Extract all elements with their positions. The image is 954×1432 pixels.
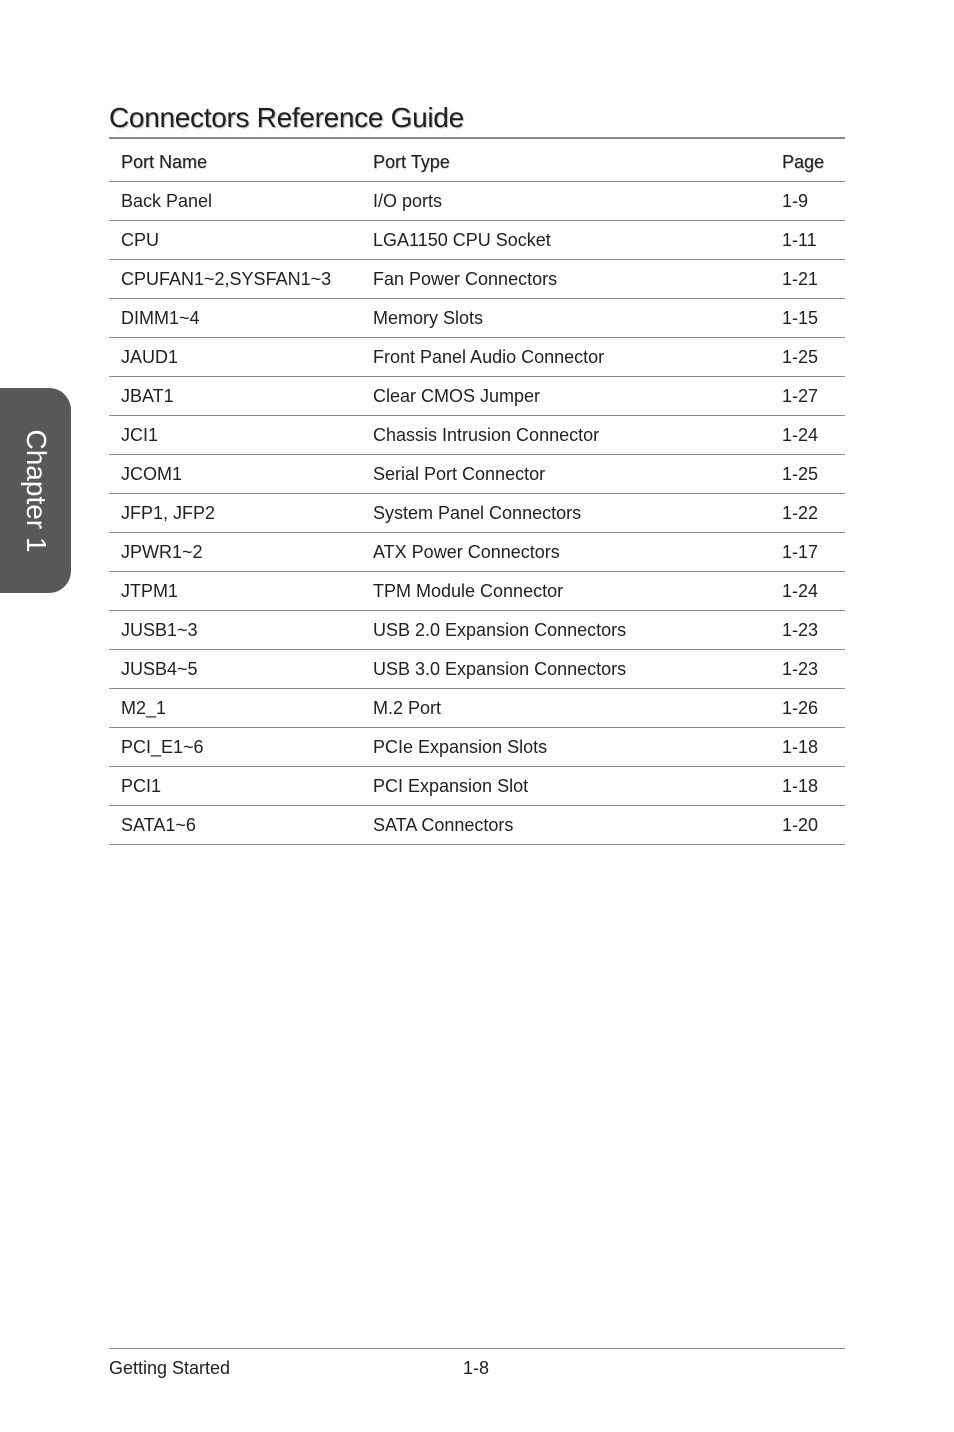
header-page: Page	[770, 143, 845, 182]
cell-page: 1-24	[770, 416, 845, 455]
cell-port-type: Chassis Intrusion Connector	[361, 416, 770, 455]
cell-port-name: JCI1	[109, 416, 361, 455]
table-row	[109, 299, 845, 338]
cell-port-type: Serial Port Connector	[361, 455, 770, 494]
cell-port-name: PCI1	[109, 767, 361, 806]
table-row	[109, 689, 845, 728]
cell-port-name: JBAT1	[109, 377, 361, 416]
table-row	[109, 221, 845, 260]
cell-port-name: CPU	[109, 221, 361, 260]
cell-port-type: SATA Connectors	[361, 806, 770, 845]
cell-page: 1-25	[770, 455, 845, 494]
table-row	[109, 182, 845, 221]
table-row	[109, 494, 845, 533]
cell-port-name: JPWR1~2	[109, 533, 361, 572]
table-row	[109, 377, 845, 416]
table-row	[109, 572, 845, 611]
cell-page: 1-27	[770, 377, 845, 416]
cell-port-type: Front Panel Audio Connector	[361, 338, 770, 377]
cell-port-type: PCI Expansion Slot	[361, 767, 770, 806]
cell-page: 1-20	[770, 806, 845, 845]
cell-port-type: ATX Power Connectors	[361, 533, 770, 572]
cell-page: 1-17	[770, 533, 845, 572]
cell-page: 1-26	[770, 689, 845, 728]
table-row	[109, 533, 845, 572]
cell-port-type: I/O ports	[361, 182, 770, 221]
table-row	[109, 767, 845, 806]
cell-port-name: JTPM1	[109, 572, 361, 611]
table-header-row	[109, 143, 845, 182]
table-row	[109, 338, 845, 377]
connectors-table	[109, 143, 845, 845]
cell-page: 1-9	[770, 182, 845, 221]
header-port-name: Port Name	[109, 143, 361, 182]
cell-port-name: SATA1~6	[109, 806, 361, 845]
cell-port-type: Fan Power Connectors	[361, 260, 770, 299]
cell-port-type: System Panel Connectors	[361, 494, 770, 533]
cell-port-name: Back Panel	[109, 182, 361, 221]
footer-section-title: Getting Started	[109, 1358, 231, 1378]
cell-port-type: Clear CMOS Jumper	[361, 377, 770, 416]
table-row	[109, 416, 845, 455]
cell-port-name: JFP1, JFP2	[109, 494, 361, 533]
table-row	[109, 611, 845, 650]
table-row	[109, 728, 845, 767]
cell-port-type: USB 2.0 Expansion Connectors	[361, 611, 770, 650]
cell-port-type: Memory Slots	[361, 299, 770, 338]
cell-page: 1-15	[770, 299, 845, 338]
chapter-tab	[0, 388, 71, 593]
cell-page: 1-18	[770, 728, 845, 767]
cell-page: 1-21	[770, 260, 845, 299]
cell-port-name: JUSB4~5	[109, 650, 361, 689]
cell-port-name: DIMM1~4	[109, 299, 361, 338]
chapter-tab-label: Chapter 1	[20, 429, 52, 552]
cell-port-name: JAUD1	[109, 338, 361, 377]
cell-port-name: M2_1	[109, 689, 361, 728]
cell-port-name: CPUFAN1~2,SYSFAN1~3	[109, 260, 361, 299]
footer-divider	[109, 1348, 845, 1349]
cell-port-type: USB 3.0 Expansion Connectors	[361, 650, 770, 689]
cell-port-type: PCIe Expansion Slots	[361, 728, 770, 767]
cell-page: 1-18	[770, 767, 845, 806]
table-row	[109, 806, 845, 845]
cell-port-name: JCOM1	[109, 455, 361, 494]
title-divider	[109, 137, 845, 139]
cell-port-type: M.2 Port	[361, 689, 770, 728]
cell-page: 1-25	[770, 338, 845, 377]
cell-port-name: JUSB1~3	[109, 611, 361, 650]
cell-page: 1-22	[770, 494, 845, 533]
cell-page: 1-11	[770, 221, 845, 260]
cell-port-name: PCI_E1~6	[109, 728, 361, 767]
cell-page: 1-23	[770, 650, 845, 689]
table-row	[109, 455, 845, 494]
cell-page: 1-23	[770, 611, 845, 650]
cell-port-type: LGA1150 CPU Socket	[361, 221, 770, 260]
page-title: Connectors Reference Guide	[109, 102, 464, 133]
table-row	[109, 650, 845, 689]
table-row	[109, 260, 845, 299]
header-port-type: Port Type	[361, 143, 770, 182]
cell-port-type: TPM Module Connector	[361, 572, 770, 611]
cell-page: 1-24	[770, 572, 845, 611]
footer-page-number: 1-8	[463, 1358, 490, 1378]
